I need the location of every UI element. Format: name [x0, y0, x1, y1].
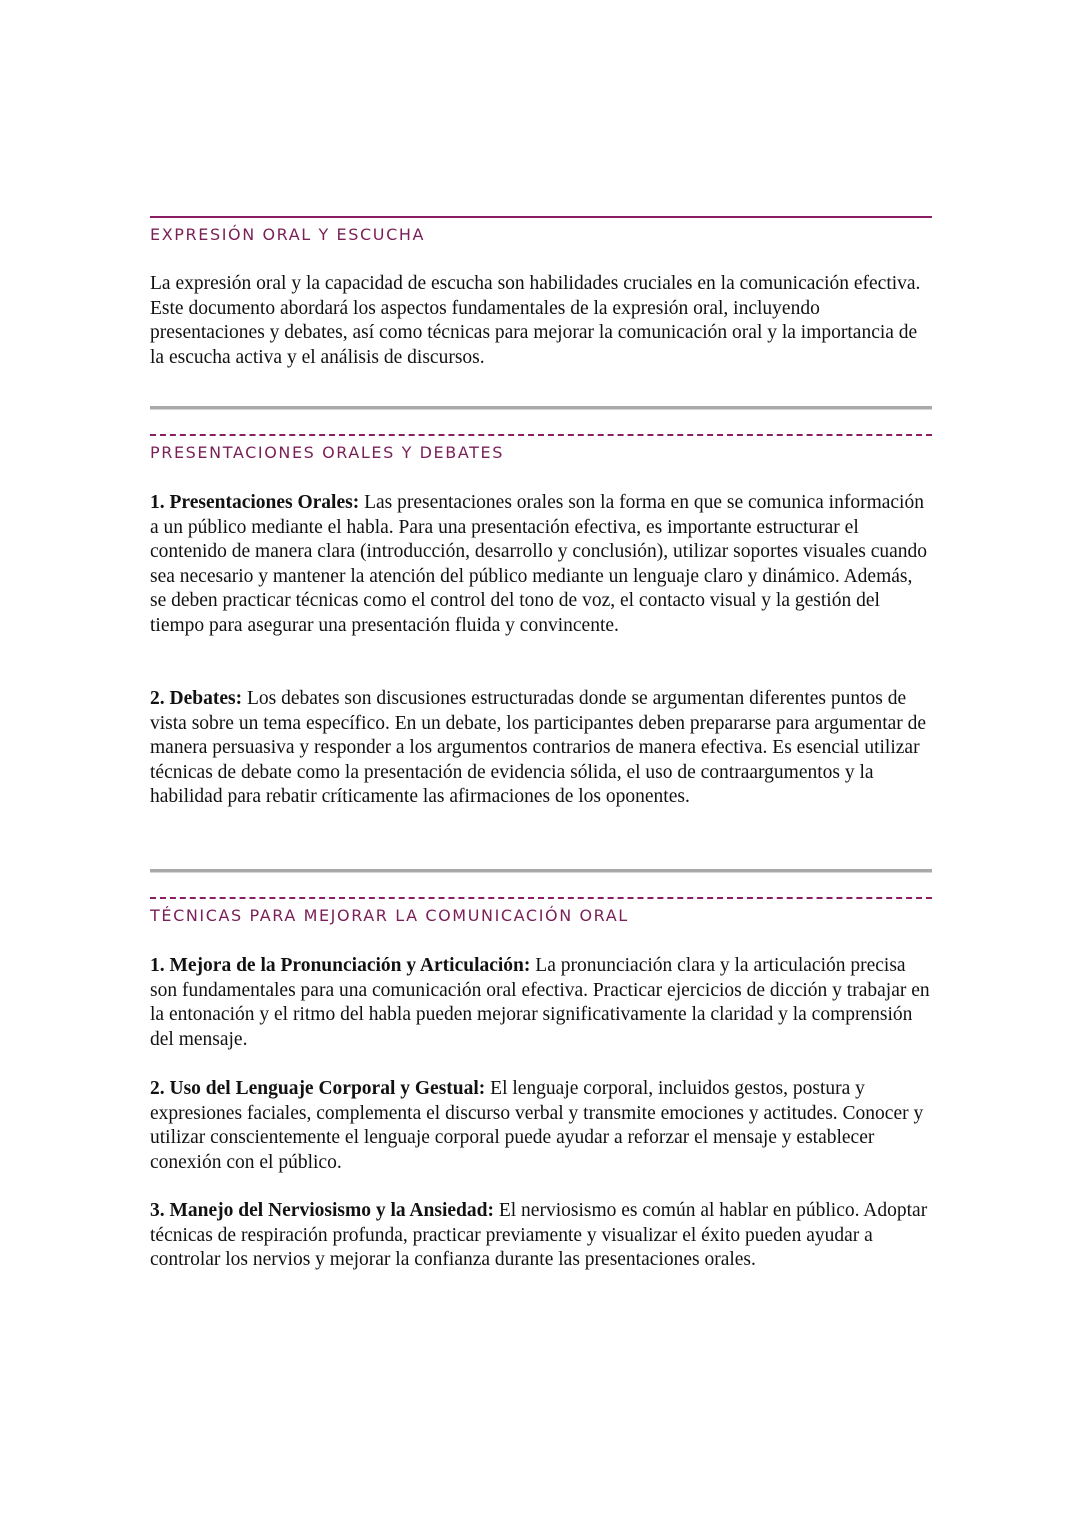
section-top-rule — [150, 434, 932, 436]
paragraph-presentaciones-orales — [150, 491, 932, 638]
section-heading-presentaciones: PRESENTACIONES ORALES Y DEBATES — [150, 443, 504, 462]
paragraph-lead: 2. Debates: — [150, 688, 243, 709]
paragraph-text: La expresión oral y la capacidad de escucha son habilidades cruciales en la comunicación efectiva. Este documento abordará los aspectos fundamentales de la expresión oral, incluyendo presentaciones y debates, así como técnicas para mejorar la comunicación oral y la importancia de la escucha activa y el análisis de discursos. — [150, 273, 921, 368]
paragraph-lenguaje-corporal — [150, 1077, 932, 1175]
paragraph-debates — [150, 687, 932, 810]
paragraph-lead: 3. Manejo del Nerviosismo y la Ansiedad: — [150, 1200, 494, 1221]
intro-paragraph — [150, 272, 932, 370]
paragraph-nerviosismo — [150, 1199, 932, 1273]
section-heading-tecnicas: TÉCNICAS PARA MEJORAR LA COMUNICACIÓN ORAL — [150, 906, 629, 925]
section-top-rule — [150, 216, 932, 218]
paragraph-text: La pronunciación clara y la articulación precisa son fundamentales para una comunicación oral efectiva. Practicar ejercicios de dicción y trabajar en la entonación y el ritmo del habla pueden mejorar significativamente la claridad y la comprensión del mensaje. — [150, 955, 930, 1050]
paragraph-text: Los debates son discusiones estructuradas donde se argumentan diferentes puntos de vista sobre un tema específico. En un debate, los participantes deben prepararse para argumentar de manera persuasiva y responder a los argumentos contrarios de manera efectiva. Es esencial utilizar técnicas de debate como la presentación de evidencia sólida, el uso de contraargumentos y la habilidad para rebatir críticamente las afirmaciones de los oponentes. — [150, 688, 927, 807]
section-heading-expresion-oral: EXPRESIÓN ORAL Y ESCUCHA — [150, 225, 426, 244]
section-top-rule — [150, 897, 932, 899]
paragraph-text: Las presentaciones orales son la forma en que se comunica información a un público mediante el habla. Para una presentación efectiva, es importante estructurar el contenido de manera clara (introducción, desarrollo y conclusión), utilizar soportes visuales cuando sea necesario y mantener la atención del público mediante un lenguaje claro y dinámico. Además, se deben practicar técnicas como el control del tono de voz, el contacto visual y la gestión del tiempo para asegurar una presentación fluida y convincente. — [150, 492, 928, 636]
paragraph-lead: 1. Presentaciones Orales: — [150, 492, 360, 513]
section-divider — [150, 869, 932, 873]
paragraph-text: El nerviosismo es común al hablar en público. Adoptar técnicas de respiración profunda, practicar previamente y visualizar el éxito pueden ayudar a controlar los nervios y mejorar la confianza durante las presentaciones orales. — [150, 1200, 928, 1270]
paragraph-pronunciacion — [150, 954, 932, 1052]
section-divider — [150, 406, 932, 410]
paragraph-lead: 1. Mejora de la Pronunciación y Articulación: — [150, 955, 531, 976]
paragraph-text: El lenguaje corporal, incluidos gestos, postura y expresiones faciales, complementa el discurso verbal y transmite emociones y actitudes. Conocer y utilizar conscientemente el lenguaje corporal puede ayudar a reforzar el mensaje y establecer conexión con el público. — [150, 1078, 924, 1173]
paragraph-lead: 2. Uso del Lenguaje Corporal y Gestual: — [150, 1078, 486, 1099]
